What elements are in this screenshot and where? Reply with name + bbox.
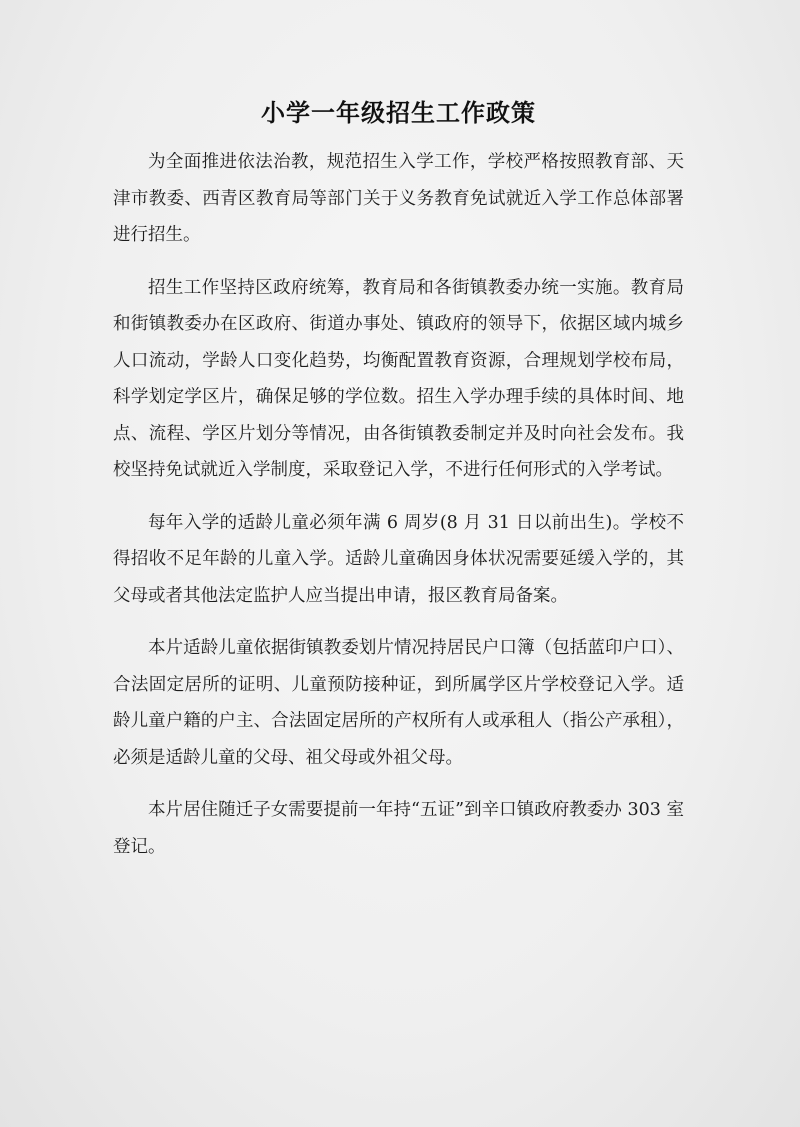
paragraph-enrollment-organization: 招生工作坚持区政府统筹，教育局和各街镇教委办统一实施。教育局和街镇教委办在区政府、街道办事处、镇政府的领导下，依据区域内城乡人口流动，学龄人口变化趋势，均衡配置教育资源，合理规划学校布局，科学划定学区片，确保足够的学位数。招生入学办理手续的具体时间、地点、流程、学区片划分等情况，由各街镇教委制定并及时向社会发布。我校坚持免试就近入学制度，采取登记入学，不进行任何形式的入学考试。 <box>113 277 684 480</box>
paragraph-age-requirement: 每年入学的适龄儿童必须年满 6 周岁(8 月 31 日以前出生)。学校不得招收不足年龄的儿童入学。适龄儿童确因身体状况需要延缓入学的，其父母或者其他法定监护人应当提出申请，报区教育局备案。 <box>113 512 684 606</box>
paragraph-legal-basis: 为全面推进依法治教，规范招生入学工作，学校严格按照教育部、天津市教委、西青区教育局等部门关于义务教育免试就近入学工作总体部署进行招生。 <box>113 152 684 245</box>
document-title: 小学一年级招生工作政策 <box>261 98 536 127</box>
paragraph-migrant-children: 本片居住随迁子女需要提前一年持“五证”到辛口镇政府教委办 303 室登记。 <box>113 800 684 857</box>
paragraph-registration-documents: 本片适龄儿童依据街镇教委划片情况持居民户口簿（包括蓝印户口）、合法固定居所的证明、儿童预防接种证，到所属学区片学校登记入学。适龄儿童户籍的户主、合法固定居所的产权所有人或承租人（指公产承租），必须是适龄儿童的父母、祖父母或外祖父母。 <box>113 638 684 768</box>
